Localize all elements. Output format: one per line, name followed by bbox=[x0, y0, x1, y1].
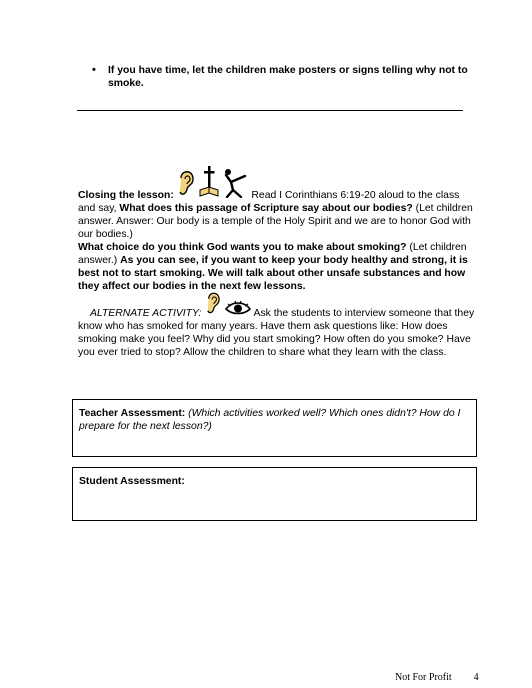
bullet-text: If you have time, let the children make posters or signs telling why not to smoke. bbox=[108, 65, 468, 89]
closing-answer-2: (Let children answer.) bbox=[78, 242, 467, 266]
closing-question-2: What choice do you think God wants you to make about smoking? bbox=[78, 242, 407, 253]
student-assessment-label: Student Assessment: bbox=[79, 476, 185, 487]
teacher-assessment-label: Teacher Assessment: bbox=[79, 408, 186, 419]
stretching-figure-icon bbox=[223, 168, 249, 202]
closing-answer-1: (Let children answer. Answer: Our body is a temple of the Holy Spirit and we are to honor God with our bodies.) bbox=[78, 203, 473, 240]
ear-icon bbox=[177, 168, 195, 202]
student-assessment-box bbox=[72, 467, 477, 521]
alternate-activity-section bbox=[78, 290, 480, 359]
divider-line bbox=[77, 110, 463, 111]
page-number: 4 bbox=[473, 672, 479, 683]
cross-bible-icon bbox=[198, 166, 220, 202]
alternate-activity-label: ALTERNATE ACTIVITY: bbox=[90, 308, 202, 319]
closing-section bbox=[78, 166, 478, 293]
closing-label: Closing the lesson: bbox=[78, 190, 174, 201]
closing-question-1: What does this passage of Scripture say about our bodies? bbox=[119, 203, 413, 214]
alternate-activity-text: Ask the students to interview someone that they know who has smoked for many years. Have them ask questions like: How does smoking make you feel? Why did you start smoking? How often do you smoke? Have you ever tried to stop? Allow the children to share what they learn with the class. bbox=[78, 308, 475, 358]
bullet-symbol: • bbox=[92, 64, 96, 76]
footer-text: Not For Profit bbox=[395, 672, 452, 683]
closing-statement: As you can see, if you want to keep your body healthy and strong, it is best not to start smoking. We will talk about other unsafe substances and how they affect our bodies in the next few lessons. bbox=[78, 255, 468, 292]
ear-icon bbox=[204, 290, 222, 320]
eye-icon bbox=[225, 300, 251, 320]
page-footer bbox=[395, 672, 479, 683]
teacher-assessment-box bbox=[72, 399, 477, 457]
teacher-assessment-prompt: (Which activities worked well? Which ones didn't? How do I prepare for the next lesson?) bbox=[79, 408, 461, 432]
closing-read-text: Read I Corinthians 6:19-20 aloud to the class and say, bbox=[78, 190, 460, 214]
